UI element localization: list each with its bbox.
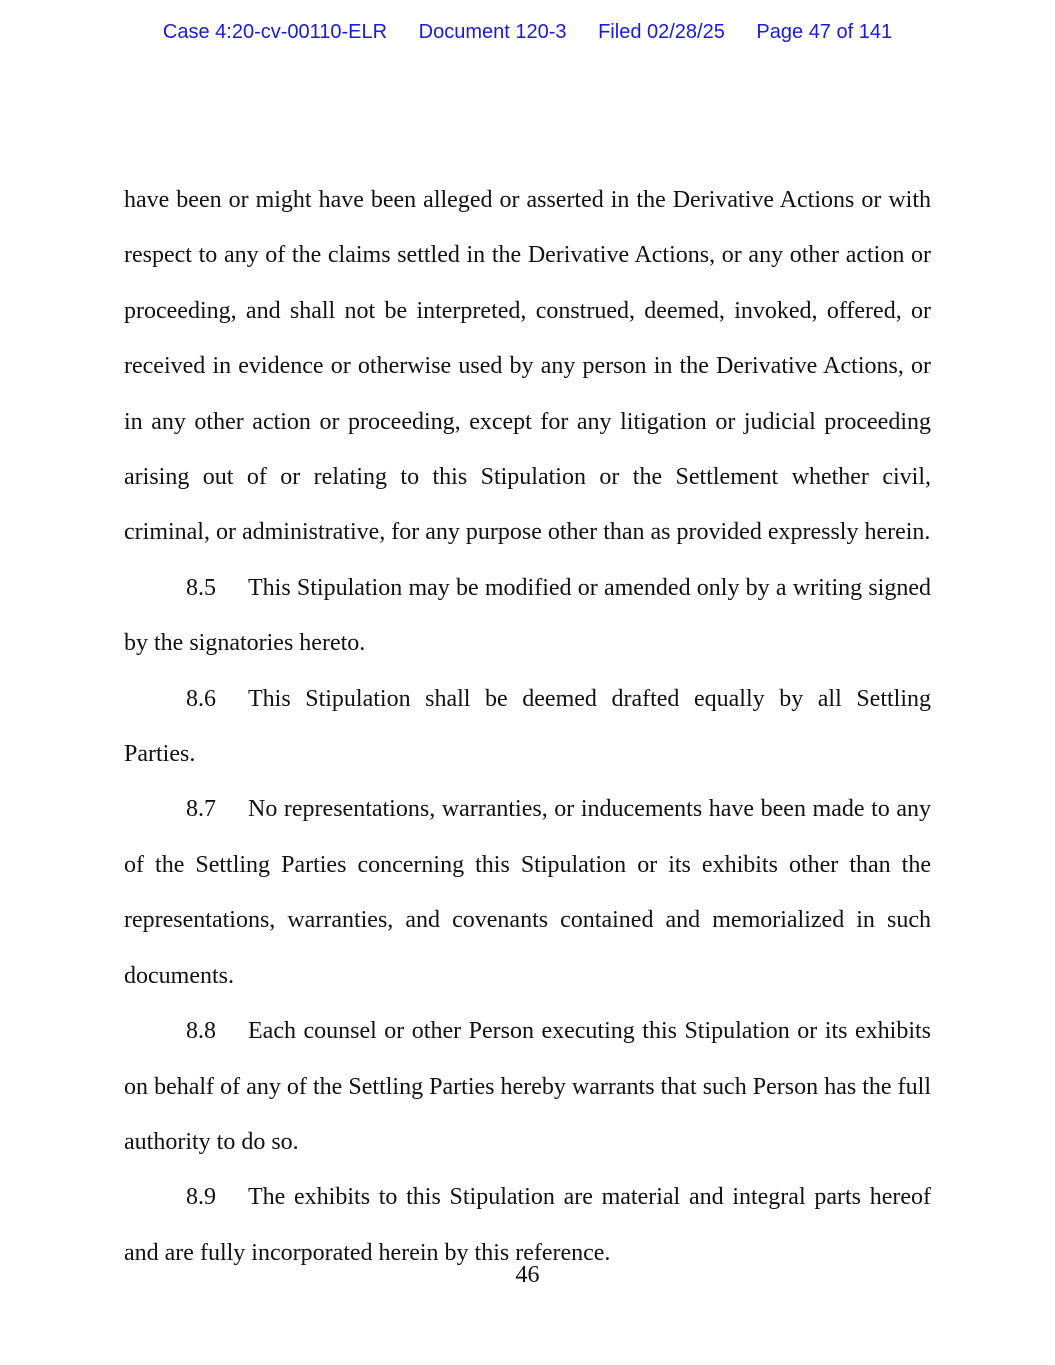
section-text: The exhibits to this Stipulation are material and integral parts hereof and are fully incorporated herein by this reference. [124, 1184, 931, 1266]
section-8-7 [124, 782, 931, 1004]
section-8-6 [124, 672, 931, 783]
section-number: 8.5 [186, 574, 216, 601]
page-number: 46 [515, 1262, 540, 1288]
section-number: 8.6 [186, 685, 216, 712]
section-text: This Stipulation may be modified or amended only by a writing signed by the signatories hereto. [124, 574, 931, 657]
filed-date: Filed 02/28/25 [598, 21, 725, 43]
ecf-filing-header [0, 18, 1055, 46]
section-8-5 [124, 561, 931, 672]
section-number: 8.8 [186, 1018, 216, 1045]
section-text: No representations, warranties, or inducements have been made to any of the Settling Parties concerning this Stipulation or its exhibits other than the representations, warranties, and covenants contained and memorialized in such documents. [124, 796, 931, 989]
section-number: 8.7 [186, 796, 216, 823]
section-number: 8.9 [186, 1184, 216, 1211]
section-text: This Stipulation shall be deemed drafted equally by all Settling Parties. [124, 685, 931, 768]
document-number: Document 120-3 [418, 21, 567, 43]
section-8-8 [124, 1004, 931, 1170]
case-number: Case 4:20-cv-00110-ELR [162, 21, 388, 43]
document-body [124, 173, 931, 1281]
section-text: Each counsel or other Person executing this Stipulation or its exhibits on behalf of any of the Settling Parties hereby warrants that such Person has the full authority to do so. [124, 1018, 931, 1155]
continuation-paragraph: have been or might have been alleged or asserted in the Derivative Actions or with respect to any of the claims settled in the Derivative Actions, or any other action or proceeding, and shall not be interpreted, construed, deemed, invoked, offered, or received in evidence or otherwise used by any person in the Derivative Actions, or in any other action or proceeding, except for any litigation or judicial proceeding arising out of or relating to this Stipulation or the Settlement whether civil, criminal, or administrative, for any purpose other than as provided expressly herein. [124, 187, 931, 546]
page-count: Page 47 of 141 [756, 21, 893, 43]
